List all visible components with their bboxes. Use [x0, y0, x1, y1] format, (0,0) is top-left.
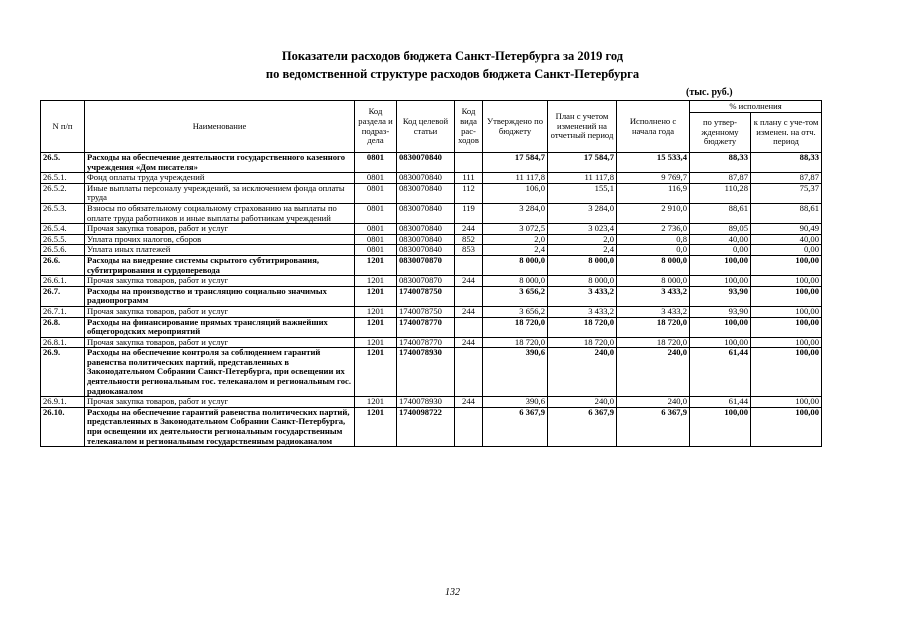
header-name: Наименование: [85, 101, 355, 153]
page-number: 132: [445, 587, 460, 598]
cell-expense-kind: 244: [455, 337, 483, 348]
cell-pct-plan: 100,00: [751, 255, 822, 275]
cell-target-code: 0830070870: [397, 276, 455, 287]
cell-approved: 18 720,0: [483, 317, 548, 337]
table-body: [41, 153, 822, 447]
cell-name: Расходы на внедрение системы скрытого субтитрирования, субтитрирования и сурдоперевода: [85, 255, 355, 275]
cell-plan: 8 000,0: [548, 276, 617, 287]
cell-plan: 3 433,2: [548, 286, 617, 306]
cell-approved: 11 117,8: [483, 173, 548, 184]
cell-section-code: 1201: [355, 276, 397, 287]
cell-num: 26.7.1.: [41, 306, 85, 317]
cell-approved: 2,0: [483, 234, 548, 245]
cell-pct-budget: 110,28: [690, 183, 751, 203]
cell-executed: 8 000,0: [617, 276, 690, 287]
cell-expense-kind: [455, 317, 483, 337]
cell-name: Иные выплаты персоналу учреждений, за исключением фонда оплаты труда: [85, 183, 355, 203]
cell-executed: 240,0: [617, 348, 690, 397]
cell-plan: 2,4: [548, 245, 617, 256]
cell-target-code: 1740078750: [397, 286, 455, 306]
cell-pct-budget: 87,87: [690, 173, 751, 184]
cell-section-code: 0801: [355, 183, 397, 203]
cell-pct-plan: 100,00: [751, 407, 822, 446]
cell-pct-plan: 40,00: [751, 234, 822, 245]
cell-pct-plan: 87,87: [751, 173, 822, 184]
cell-plan: 2,0: [548, 234, 617, 245]
header-approved: Утверждено по бюджету: [483, 101, 548, 153]
table-row: [41, 337, 822, 348]
cell-expense-kind: 853: [455, 245, 483, 256]
cell-expense-kind: [455, 255, 483, 275]
cell-plan: 3 023,4: [548, 224, 617, 235]
cell-plan: 155,1: [548, 183, 617, 203]
cell-pct-plan: 100,00: [751, 306, 822, 317]
cell-executed: 6 367,9: [617, 407, 690, 446]
table-row: [41, 224, 822, 235]
cell-target-code: 0830070840: [397, 234, 455, 245]
cell-target-code: 1740098722: [397, 407, 455, 446]
header-executed: Исполнено с начала года: [617, 101, 690, 153]
cell-approved: 6 367,9: [483, 407, 548, 446]
cell-approved: 390,6: [483, 348, 548, 397]
cell-pct-budget: 61,44: [690, 348, 751, 397]
cell-section-code: 1201: [355, 348, 397, 397]
cell-name: Прочая закупка товаров, работ и услуг: [85, 337, 355, 348]
cell-pct-plan: 0,00: [751, 245, 822, 256]
cell-section-code: 0801: [355, 224, 397, 235]
cell-target-code: 1740078930: [397, 348, 455, 397]
cell-num: 26.5.2.: [41, 183, 85, 203]
cell-num: 26.7.: [41, 286, 85, 306]
table-row: [41, 183, 822, 203]
cell-executed: 0,0: [617, 245, 690, 256]
table-row: [41, 153, 822, 173]
cell-section-code: 1201: [355, 286, 397, 306]
table-row: [41, 203, 822, 223]
cell-target-code: 0830070840: [397, 153, 455, 173]
cell-approved: 3 656,2: [483, 286, 548, 306]
table-row: [41, 407, 822, 446]
header-pct-plan: к плану с уче-том изменен. на отч. период: [751, 113, 822, 153]
cell-plan: 240,0: [548, 348, 617, 397]
cell-approved: 3 656,2: [483, 306, 548, 317]
report-subtitle: по ведомственной структуре расходов бюджета Санкт-Петербурга: [265, 67, 640, 81]
cell-pct-budget: 89,05: [690, 224, 751, 235]
cell-pct-plan: 100,00: [751, 276, 822, 287]
cell-executed: 9 769,7: [617, 173, 690, 184]
cell-name: Уплата иных платежей: [85, 245, 355, 256]
cell-pct-budget: 100,00: [690, 407, 751, 446]
cell-pct-budget: 100,00: [690, 255, 751, 275]
cell-num: 26.5.1.: [41, 173, 85, 184]
cell-plan: 240,0: [548, 397, 617, 408]
table-row: [41, 245, 822, 256]
header-target-code: Код целевой статьи: [397, 101, 455, 153]
cell-pct-budget: 100,00: [690, 337, 751, 348]
header-expense-kind: Код вида рас-ходов: [455, 101, 483, 153]
cell-approved: 3 284,0: [483, 203, 548, 223]
cell-name: Прочая закупка товаров, работ и услуг: [85, 276, 355, 287]
cell-approved: 17 584,7: [483, 153, 548, 173]
cell-executed: 240,0: [617, 397, 690, 408]
cell-name: Уплата прочих налогов, сборов: [85, 234, 355, 245]
cell-executed: 116,9: [617, 183, 690, 203]
cell-num: 26.9.1.: [41, 397, 85, 408]
cell-target-code: 1740078770: [397, 317, 455, 337]
cell-expense-kind: 119: [455, 203, 483, 223]
cell-name: Прочая закупка товаров, работ и услуг: [85, 224, 355, 235]
units-label: (тыс. руб.): [686, 87, 733, 98]
cell-target-code: 1740078770: [397, 337, 455, 348]
cell-expense-kind: 852: [455, 234, 483, 245]
cell-expense-kind: 244: [455, 276, 483, 287]
cell-expense-kind: [455, 286, 483, 306]
cell-pct-budget: 88,33: [690, 153, 751, 173]
cell-pct-plan: 100,00: [751, 397, 822, 408]
cell-expense-kind: 244: [455, 306, 483, 317]
cell-num: 26.6.: [41, 255, 85, 275]
cell-num: 26.5.5.: [41, 234, 85, 245]
cell-approved: 18 720,0: [483, 337, 548, 348]
cell-pct-plan: 100,00: [751, 348, 822, 397]
cell-approved: 3 072,5: [483, 224, 548, 235]
cell-pct-budget: 40,00: [690, 234, 751, 245]
cell-section-code: 1201: [355, 255, 397, 275]
cell-plan: 17 584,7: [548, 153, 617, 173]
table-row: [41, 348, 822, 397]
cell-name: Расходы на обеспечение гарантий равенства политических партий, представленных в Законодательном Собрании Санкт-Петербурга, при освещении их деятельности региональным государственным телеканалом и региональным государственным радиоканалом: [85, 407, 355, 446]
cell-expense-kind: [455, 407, 483, 446]
cell-num: 26.9.: [41, 348, 85, 397]
cell-name: Взносы по обязательному социальному страхованию на выплаты по оплате труда работников и иные выплаты работникам учреждений: [85, 203, 355, 223]
cell-target-code: 0830070840: [397, 173, 455, 184]
cell-executed: 18 720,0: [617, 337, 690, 348]
cell-num: 26.6.1.: [41, 276, 85, 287]
cell-pct-plan: 100,00: [751, 317, 822, 337]
cell-plan: 18 720,0: [548, 317, 617, 337]
cell-num: 26.5.6.: [41, 245, 85, 256]
cell-executed: 3 433,2: [617, 286, 690, 306]
cell-name: Расходы на обеспечение деятельности государственного казенного учреждения «Дом писателя»: [85, 153, 355, 173]
cell-plan: 3 284,0: [548, 203, 617, 223]
cell-section-code: 0801: [355, 245, 397, 256]
cell-pct-budget: 61,44: [690, 397, 751, 408]
cell-pct-budget: 100,00: [690, 276, 751, 287]
cell-target-code: 0830070840: [397, 203, 455, 223]
table-row: [41, 234, 822, 245]
cell-name: Фонд оплаты труда учреждений: [85, 173, 355, 184]
cell-expense-kind: 111: [455, 173, 483, 184]
cell-pct-plan: 88,33: [751, 153, 822, 173]
header-percent: % исполнения: [690, 101, 822, 113]
cell-num: 26.5.: [41, 153, 85, 173]
cell-num: 26.10.: [41, 407, 85, 446]
table-row: [41, 306, 822, 317]
table-row: [41, 276, 822, 287]
cell-executed: 18 720,0: [617, 317, 690, 337]
table-row: [41, 317, 822, 337]
header-pct-budget: по утвер-жденному бюджету: [690, 113, 751, 153]
cell-expense-kind: [455, 348, 483, 397]
cell-target-code: 0830070840: [397, 183, 455, 203]
cell-executed: 3 433,2: [617, 306, 690, 317]
cell-name: Прочая закупка товаров, работ и услуг: [85, 397, 355, 408]
cell-executed: 2 910,0: [617, 203, 690, 223]
cell-pct-budget: 0,00: [690, 245, 751, 256]
cell-target-code: 0830070840: [397, 245, 455, 256]
cell-name: Расходы на финансирование прямых трансляций важнейших общегородских мероприятий: [85, 317, 355, 337]
cell-name: Прочая закупка товаров, работ и услуг: [85, 306, 355, 317]
cell-section-code: 0801: [355, 173, 397, 184]
cell-num: 26.8.1.: [41, 337, 85, 348]
cell-target-code: 1740078750: [397, 306, 455, 317]
cell-executed: 2 736,0: [617, 224, 690, 235]
cell-pct-plan: 88,61: [751, 203, 822, 223]
cell-target-code: 1740078930: [397, 397, 455, 408]
cell-plan: 3 433,2: [548, 306, 617, 317]
cell-name: Расходы на производство и трансляцию социально значимых радиопрограмм: [85, 286, 355, 306]
cell-num: 26.5.4.: [41, 224, 85, 235]
cell-approved: 8 000,0: [483, 276, 548, 287]
cell-pct-budget: 93,90: [690, 306, 751, 317]
cell-expense-kind: 112: [455, 183, 483, 203]
cell-pct-budget: 100,00: [690, 317, 751, 337]
report-title: Показатели расходов бюджета Санкт-Петербурга за 2019 год: [281, 49, 624, 63]
cell-section-code: 1201: [355, 337, 397, 348]
cell-plan: 18 720,0: [548, 337, 617, 348]
cell-section-code: 1201: [355, 306, 397, 317]
cell-section-code: 1201: [355, 397, 397, 408]
cell-target-code: 0830070870: [397, 255, 455, 275]
cell-pct-plan: 90,49: [751, 224, 822, 235]
header-num: N п/п: [41, 101, 85, 153]
cell-plan: 11 117,8: [548, 173, 617, 184]
cell-section-code: 1201: [355, 317, 397, 337]
cell-target-code: 0830070840: [397, 224, 455, 235]
cell-expense-kind: [455, 153, 483, 173]
cell-pct-plan: 100,00: [751, 337, 822, 348]
cell-num: 26.5.3.: [41, 203, 85, 223]
cell-pct-budget: 88,61: [690, 203, 751, 223]
cell-pct-plan: 75,37: [751, 183, 822, 203]
cell-expense-kind: 244: [455, 397, 483, 408]
cell-section-code: 0801: [355, 153, 397, 173]
cell-executed: 15 533,4: [617, 153, 690, 173]
cell-approved: 390,6: [483, 397, 548, 408]
cell-approved: 2,4: [483, 245, 548, 256]
table-row: [41, 397, 822, 408]
table-row: [41, 255, 822, 275]
cell-expense-kind: 244: [455, 224, 483, 235]
cell-name: Расходы на обеспечение контроля за соблюдением гарантий равенства политических партий, представленных в Законодательном Собрании Санкт-Петербурга, при освещении их деятельности региональным гос. телеканалом и региональным гос. радиоканалом: [85, 348, 355, 397]
cell-executed: 8 000,0: [617, 255, 690, 275]
cell-approved: 8 000,0: [483, 255, 548, 275]
cell-section-code: 0801: [355, 234, 397, 245]
cell-plan: 6 367,9: [548, 407, 617, 446]
header-plan: План с учетом изменений на отчетный период: [548, 101, 617, 153]
table-row: [41, 286, 822, 306]
cell-section-code: 1201: [355, 407, 397, 446]
cell-executed: 0,8: [617, 234, 690, 245]
cell-pct-plan: 100,00: [751, 286, 822, 306]
cell-plan: 8 000,0: [548, 255, 617, 275]
cell-pct-budget: 93,90: [690, 286, 751, 306]
cell-num: 26.8.: [41, 317, 85, 337]
header-section-code: Код раздела и подраз-дела: [355, 101, 397, 153]
cell-approved: 106,0: [483, 183, 548, 203]
table-row: [41, 173, 822, 184]
cell-section-code: 0801: [355, 203, 397, 223]
budget-table: [40, 100, 822, 447]
